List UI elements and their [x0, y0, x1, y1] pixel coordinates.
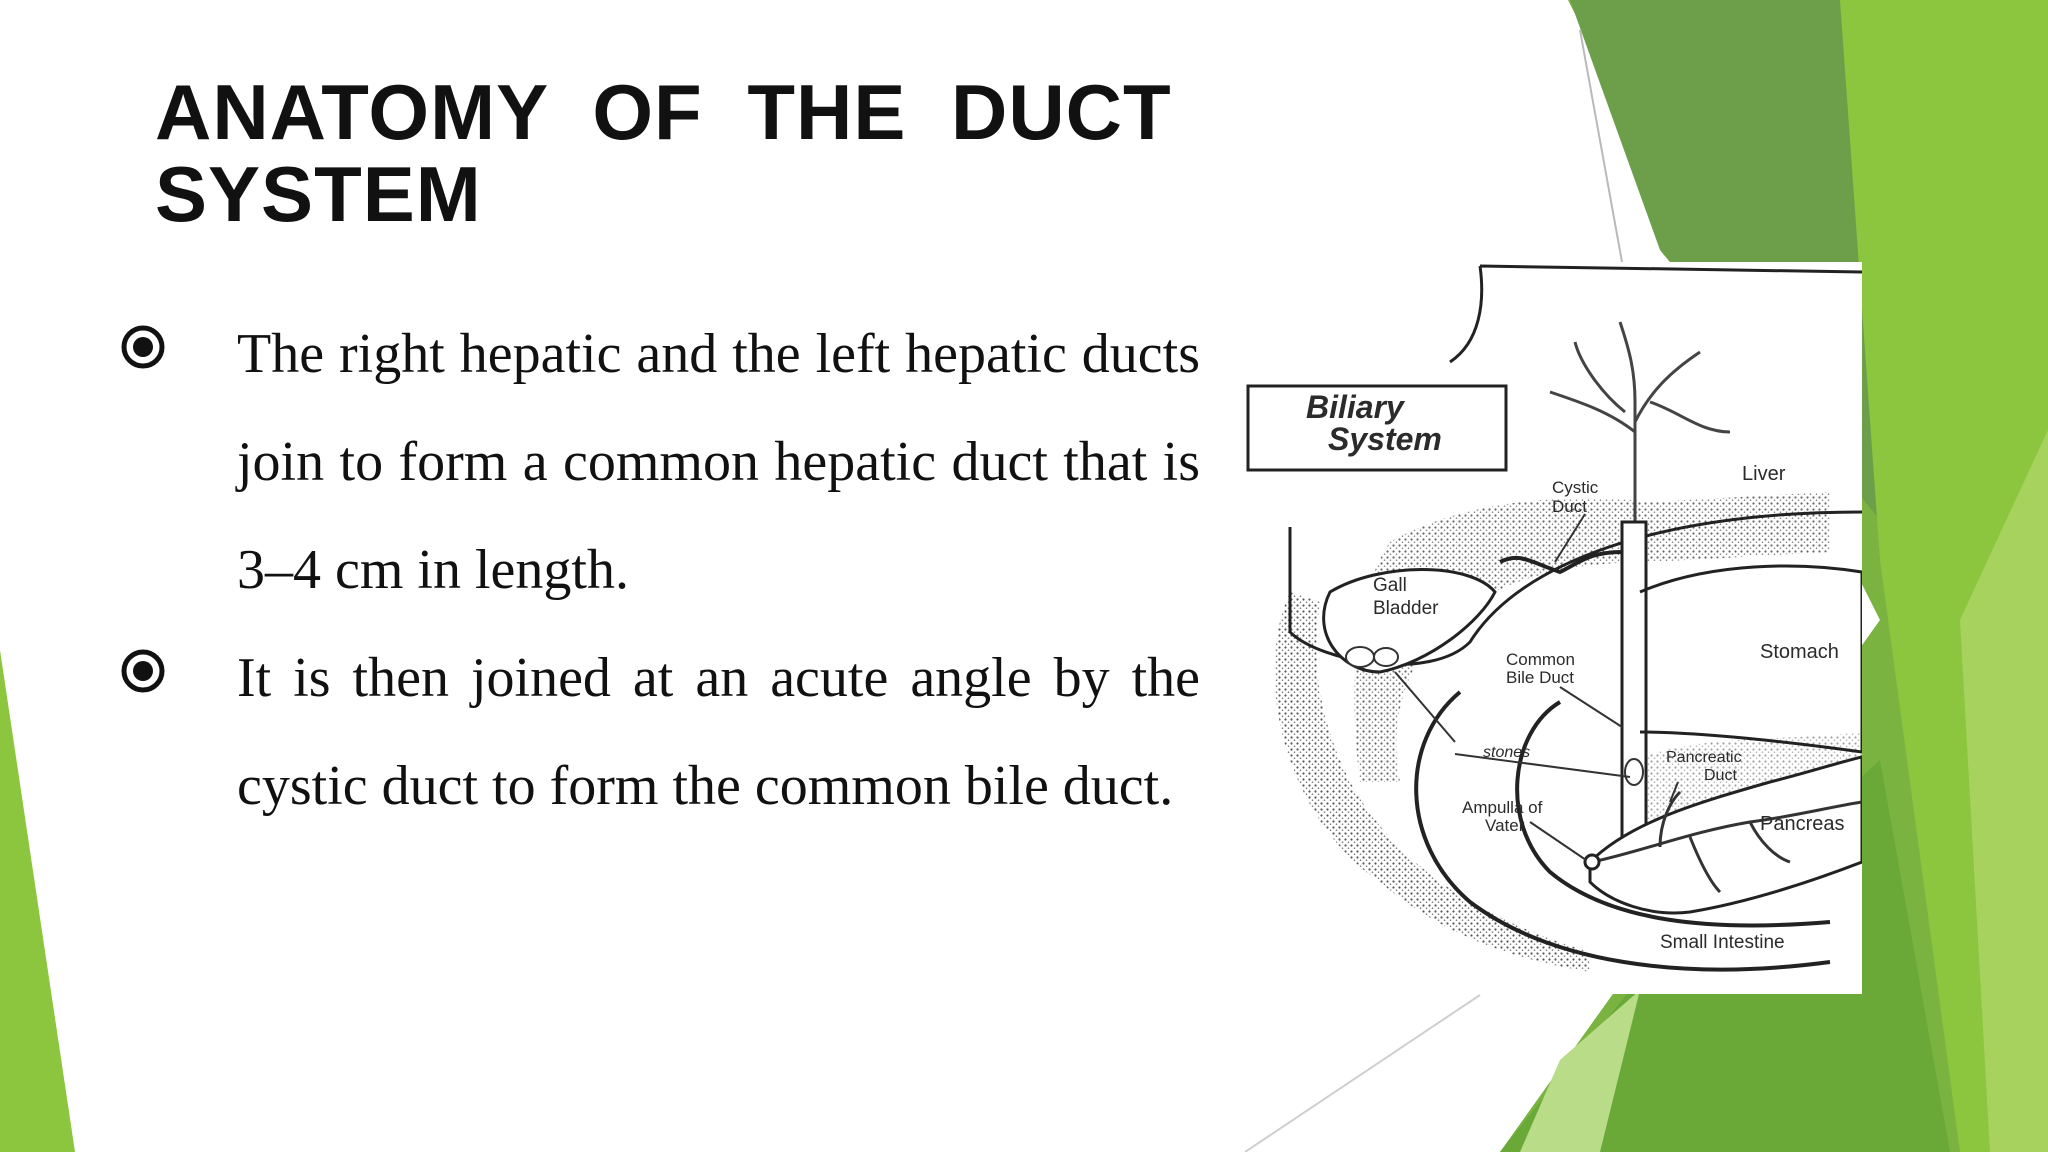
bullet-text: The right hepatic and the left hepatic ducts join to form a common hepatic duct that is 3–4 cm in length. — [237, 323, 1200, 601]
common-hepatic-duct — [1622, 522, 1646, 842]
ampulla-of-vater — [1585, 855, 1599, 869]
label-stones: stones — [1483, 744, 1531, 761]
thin-divider-line-lower — [1245, 995, 1480, 1152]
label-common-bile-duct: Bile Duct — [1506, 668, 1575, 687]
biliary-system-figure — [1230, 262, 1862, 994]
label-liver: Liver — [1742, 463, 1786, 485]
bullet-list — [120, 300, 1200, 840]
bile-duct-stone — [1625, 759, 1643, 785]
label-stomach: Stomach — [1760, 641, 1839, 663]
bullet-item — [120, 624, 1200, 840]
label-gall-bladder: Bladder — [1373, 598, 1439, 619]
slide-title: ANATOMY OF THE DUCT SYSTEM — [155, 68, 1172, 238]
label-common-bile-duct: Common — [1506, 650, 1575, 669]
caption-line-2: System — [1328, 421, 1442, 457]
label-cystic-duct: Cystic — [1552, 478, 1599, 497]
green-left-edge — [0, 650, 75, 1152]
target-bullet-icon — [120, 648, 166, 694]
label-pancreatic-duct: Duct — [1704, 767, 1737, 784]
label-pancreatic-duct: Pancreatic — [1666, 749, 1742, 766]
label-pancreas: Pancreas — [1760, 813, 1845, 835]
bullet-text: It is then joined at an acute angle by the cystic duct to form the common bile duct. — [237, 647, 1200, 817]
biliary-illustration — [1230, 262, 1862, 994]
biliary-system-caption — [1248, 386, 1506, 470]
target-bullet-icon — [120, 324, 166, 370]
label-ampulla-of-vater: Ampulla of — [1462, 798, 1543, 817]
gallstone — [1374, 648, 1398, 666]
caption-line-1: Biliary — [1306, 389, 1404, 425]
label-cystic-duct: Duct — [1552, 497, 1587, 516]
label-ampulla-of-vater: Vater — [1485, 816, 1525, 835]
gallstone — [1346, 647, 1374, 667]
bullet-item — [120, 300, 1200, 624]
label-small-intestine: Small Intestine — [1660, 932, 1785, 953]
label-gall-bladder: Gall — [1373, 575, 1407, 596]
